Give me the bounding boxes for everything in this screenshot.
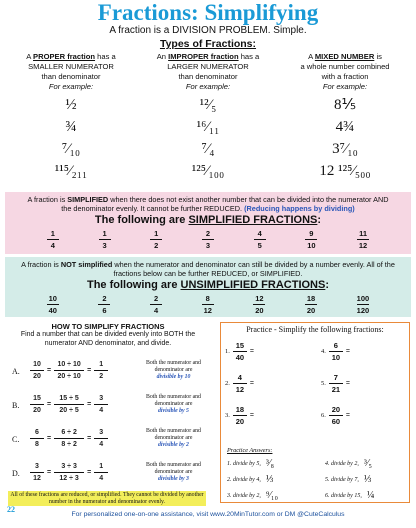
unsimplified-panel xyxy=(5,257,411,317)
fraction: 18 20 xyxy=(306,294,316,315)
practice-question: 1. 15 40 = xyxy=(225,341,254,362)
fraction: 4 5 xyxy=(254,229,266,250)
answer: 1. divide by 5, ³⁄₈ xyxy=(227,458,274,469)
answer: 4. divide by 2, ³⁄₅ xyxy=(325,458,372,469)
practice-question: 3. 18 20 = xyxy=(225,405,254,426)
example-fraction: 12 ¹²⁵⁄₅₀₀ xyxy=(319,163,371,179)
fraction: 10 40 xyxy=(48,294,57,315)
example-fraction: ¹⁶⁄₁₁ xyxy=(196,119,220,135)
type-column-mixed: A MIXED NUMBER is a whole number combined with a fraction For example: 8⅕ 4¾ 3⁷⁄₁₀ 12 ¹²⁵⁄₅₀₀ xyxy=(280,52,410,182)
example-row-c: C. 6 8 = 6 ÷ 2 8 ÷ 2 = 3 4 Both the numerator and denominator are divisible by 2 xyxy=(12,428,201,448)
fraction: 2 4 xyxy=(150,294,162,315)
unsimplified-definition: A fraction is NOT simplified when the numerator and denominator can still be divided by a number evenly. All of the fractions below can be further REDUCED, or SIMPLIFIED. xyxy=(21,260,395,278)
unsimplified-fractions xyxy=(5,292,411,315)
example-fraction: ¹¹⁵⁄₂₁₁ xyxy=(54,163,88,179)
example-fraction: ¹²⁵⁄₁₀₀ xyxy=(191,163,225,179)
example-fraction: ½ xyxy=(65,97,77,113)
fraction: 8 12 xyxy=(203,294,212,315)
type-name: PROPER fraction xyxy=(33,52,96,61)
fraction: 100 120 xyxy=(356,294,370,315)
answer: 5. divide by 7, ⅓ xyxy=(325,474,372,485)
example-fraction: 3⁷⁄₁₀ xyxy=(332,141,358,157)
practice-question: 5. 7 21 = xyxy=(321,373,350,394)
fraction: 2 3 xyxy=(202,229,214,250)
fraction: 1 3 xyxy=(99,229,111,250)
fraction: 11 12 xyxy=(358,229,368,250)
page-subtitle: A fraction is a DIVISION PROBLEM. Simple. xyxy=(109,25,307,36)
example-fraction: ⁷⁄₁₀ xyxy=(61,141,81,157)
example-row-b: B. 15 20 = 15 ÷ 5 20 ÷ 5 = 3 4 Both the numerator and denominator are divisible by 5 xyxy=(12,394,201,414)
type-column-improper: An IMPROPER fraction has a LARGER NUMERATOR than denominator For example: ¹²⁄₅ ¹⁶⁄₁₁ ⁷⁄₄ ¹²⁵⁄₁₀₀ xyxy=(143,52,273,182)
example-fraction: ¹²⁄₅ xyxy=(199,97,217,113)
fraction: 1 4 xyxy=(47,229,59,250)
how-to-heading: HOW TO SIMPLIFY FRACTIONS xyxy=(51,322,165,331)
example-fraction: 4¾ xyxy=(335,119,355,135)
types-heading: Types of Fractions: xyxy=(159,38,257,50)
example-row-d: D. 3 12 = 3 ÷ 3 12 ÷ 3 = 1 4 Both the numerator and denominator are divisible by 3 xyxy=(12,462,201,482)
simplified-definition: A fraction is SIMPLIFIED when there does not exist another number that can be divided into the numerator AND the denominator evenly. It cannot be further REDUCED. (Reducing happens by dividing) xyxy=(27,195,389,213)
example-fraction: 8⅕ xyxy=(333,97,357,113)
answer: 6. divide by 15, ¼ xyxy=(325,490,375,501)
simplified-heading: The following are SIMPLIFIED FRACTIONS: xyxy=(94,214,322,226)
type-column-proper: A PROPER fraction has a SMALLER NUMERATOR than denominator For example: ½ ¾ ⁷⁄₁₀ ¹¹⁵⁄₂₁₁ xyxy=(6,52,136,182)
simplified-fractions xyxy=(5,227,411,250)
type-name: IMPROPER fraction xyxy=(168,52,239,61)
simplified-panel xyxy=(5,192,411,254)
fraction: 1 2 xyxy=(150,229,162,250)
unsimplified-heading: The following are UNSIMPLIFIED FRACTIONS: xyxy=(86,279,330,291)
practice-heading: Practice - Simplify the following fractions: xyxy=(246,325,384,334)
example-row-a: A. 10 20 = 10 ÷ 10 20 ÷ 10 = 1 2 Both the numerator and denominator are divisible by 10 xyxy=(12,360,201,380)
page-number: 22 xyxy=(7,505,15,514)
how-to-section xyxy=(8,322,208,348)
how-to-text: Find a number that can be divided evenly into BOTH the numerator AND denominator, and divide. xyxy=(20,331,196,347)
page-title: Fractions: Simplifying xyxy=(97,0,319,25)
fraction: 12 20 xyxy=(255,294,264,315)
practice-question: 6. 20 60 = xyxy=(321,405,350,426)
answers-heading: Practice Answers: xyxy=(227,447,273,454)
fraction: 9 10 xyxy=(307,229,316,250)
practice-question: 2. 4 12 = xyxy=(225,373,254,394)
example-fraction: ¾ xyxy=(65,119,77,135)
simplified-note: All of these fractions are reduced, or simplified. They cannot be divided by another number in the numerator and denominator evenly. xyxy=(8,491,206,506)
type-name: MIXED NUMBER xyxy=(314,52,375,61)
answer: 3. divide by 2, ⁹⁄₁₀ xyxy=(227,490,278,501)
example-fraction: ⁷⁄₄ xyxy=(201,141,215,157)
footer-link[interactable]: For personalized one-on-one assistance, visit www.20MinTutor.com or DM @CuteCalculus xyxy=(71,511,345,518)
answer: 2. divide by 4, ⅓ xyxy=(227,474,274,485)
fraction: 2 6 xyxy=(98,294,110,315)
practice-question: 4. 6 10 = xyxy=(321,341,350,362)
practice-box xyxy=(220,322,410,503)
